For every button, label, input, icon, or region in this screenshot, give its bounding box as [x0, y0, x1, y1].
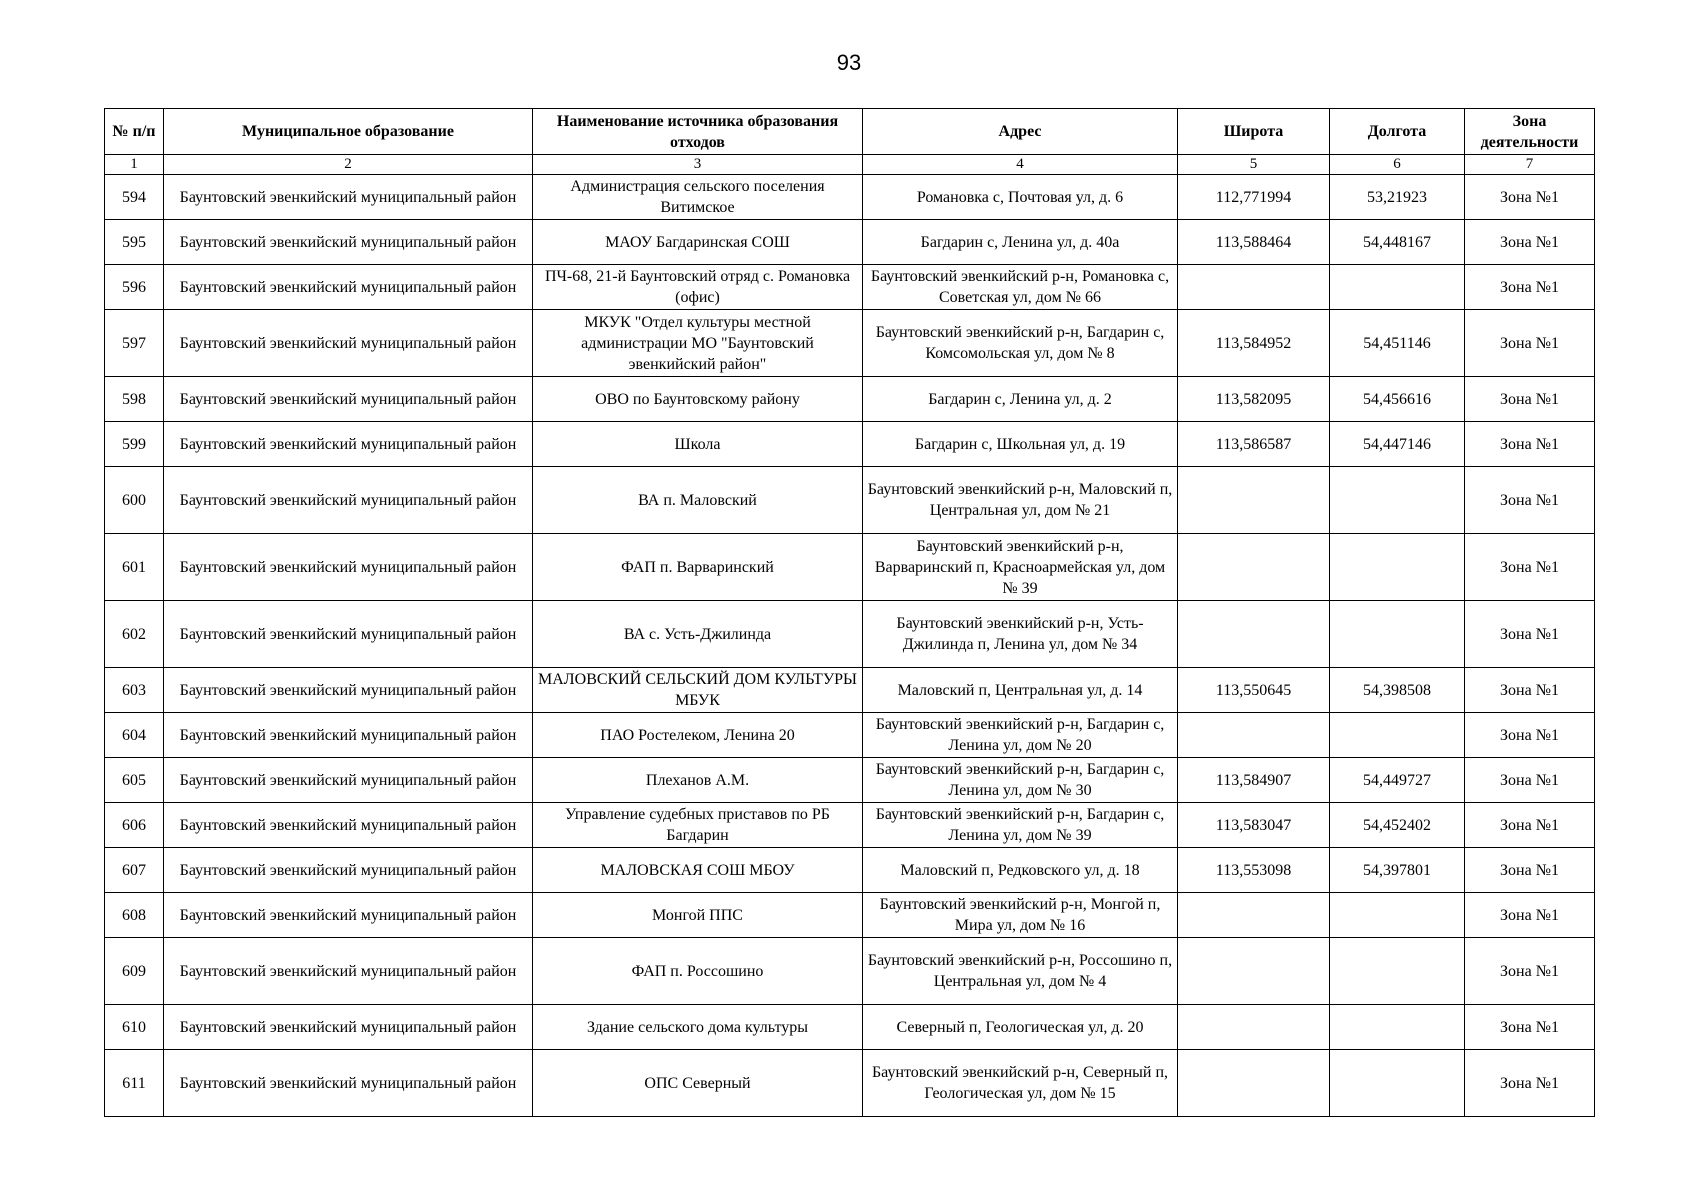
cell-latitude: 113,584907 [1178, 758, 1330, 803]
cell-municipality: Баунтовский эвенкийский муниципальный район [164, 1050, 533, 1117]
cell-zone: Зона №1 [1465, 938, 1595, 1005]
cell-number: 602 [105, 601, 164, 668]
table-row [105, 220, 1595, 265]
cell-number: 596 [105, 265, 164, 310]
cell-number: 609 [105, 938, 164, 1005]
cell-municipality: Баунтовский эвенкийский муниципальный район [164, 713, 533, 758]
cell-number: 606 [105, 803, 164, 848]
cell-longitude: 54,449727 [1330, 758, 1465, 803]
page-number: 93 [836, 50, 862, 75]
cell-municipality: Баунтовский эвенкийский муниципальный район [164, 803, 533, 848]
cell-longitude [1330, 467, 1465, 534]
cell-source: ФАП п. Россошино [533, 938, 863, 1005]
column-number: 2 [164, 155, 533, 175]
cell-source: МАОУ Багдаринская СОШ [533, 220, 863, 265]
cell-municipality: Баунтовский эвенкийский муниципальный район [164, 377, 533, 422]
cell-longitude: 54,451146 [1330, 310, 1465, 377]
cell-municipality: Баунтовский эвенкийский муниципальный район [164, 265, 533, 310]
cell-longitude [1330, 1005, 1465, 1050]
cell-municipality: Баунтовский эвенкийский муниципальный район [164, 758, 533, 803]
cell-zone: Зона №1 [1465, 220, 1595, 265]
table-row [105, 848, 1595, 893]
cell-municipality: Баунтовский эвенкийский муниципальный район [164, 175, 533, 220]
cell-address: Баунтовский эвенкийский р-н, Северный п, Геологическая ул, дом № 15 [863, 1050, 1178, 1117]
cell-municipality: Баунтовский эвенкийский муниципальный район [164, 534, 533, 601]
table-row [105, 422, 1595, 467]
cell-longitude: 54,447146 [1330, 422, 1465, 467]
cell-latitude [1178, 601, 1330, 668]
cell-source: ВА с. Усть-Джилинда [533, 601, 863, 668]
cell-address: Багдарин с, Ленина ул, д. 40а [863, 220, 1178, 265]
cell-latitude [1178, 265, 1330, 310]
table-row [105, 1050, 1595, 1117]
cell-latitude [1178, 893, 1330, 938]
cell-longitude [1330, 265, 1465, 310]
cell-zone: Зона №1 [1465, 1050, 1595, 1117]
cell-latitude: 113,588464 [1178, 220, 1330, 265]
cell-address: Маловский п, Центральная ул, д. 14 [863, 668, 1178, 713]
column-number: 4 [863, 155, 1178, 175]
cell-zone: Зона №1 [1465, 265, 1595, 310]
table-row [105, 668, 1595, 713]
cell-latitude: 113,584952 [1178, 310, 1330, 377]
cell-address: Баунтовский эвенкийский р-н, Варваринский п, Красноармейская ул, дом № 39 [863, 534, 1178, 601]
cell-zone: Зона №1 [1465, 1005, 1595, 1050]
header-municipality: Муниципальное образование [164, 109, 533, 155]
cell-zone: Зона №1 [1465, 668, 1595, 713]
header-number: № п/п [105, 109, 164, 155]
cell-source: Школа [533, 422, 863, 467]
cell-longitude [1330, 893, 1465, 938]
cell-address: Баунтовский эвенкийский р-н, Багдарин с, Ленина ул, дом № 20 [863, 713, 1178, 758]
cell-latitude [1178, 1050, 1330, 1117]
cell-address: Романовка с, Почтовая ул, д. 6 [863, 175, 1178, 220]
cell-source: ОВО по Баунтовскому району [533, 377, 863, 422]
cell-source: МКУК "Отдел культуры местной администрации МО "Баунтовский эвенкийский район" [533, 310, 863, 377]
cell-municipality: Баунтовский эвенкийский муниципальный район [164, 938, 533, 1005]
cell-number: 605 [105, 758, 164, 803]
column-number: 5 [1178, 155, 1330, 175]
cell-source: Плеханов А.М. [533, 758, 863, 803]
cell-longitude: 54,398508 [1330, 668, 1465, 713]
column-number: 6 [1330, 155, 1465, 175]
cell-latitude: 113,583047 [1178, 803, 1330, 848]
cell-latitude [1178, 938, 1330, 1005]
cell-longitude [1330, 938, 1465, 1005]
cell-number: 608 [105, 893, 164, 938]
cell-address: Баунтовский эвенкийский р-н, Багдарин с, Комсомольская ул, дом № 8 [863, 310, 1178, 377]
cell-zone: Зона №1 [1465, 848, 1595, 893]
cell-longitude: 54,456616 [1330, 377, 1465, 422]
cell-address: Баунтовский эвенкийский р-н, Россошино п, Центральная ул, дом № 4 [863, 938, 1178, 1005]
cell-municipality: Баунтовский эвенкийский муниципальный район [164, 220, 533, 265]
cell-number: 601 [105, 534, 164, 601]
cell-number: 598 [105, 377, 164, 422]
cell-latitude [1178, 534, 1330, 601]
column-number: 3 [533, 155, 863, 175]
cell-latitude [1178, 1005, 1330, 1050]
table-row [105, 377, 1595, 422]
cell-longitude: 54,397801 [1330, 848, 1465, 893]
cell-address: Баунтовский эвенкийский р-н, Багдарин с, Ленина ул, дом № 39 [863, 803, 1178, 848]
cell-source: Администрация сельского поселения Витимское [533, 175, 863, 220]
cell-number: 604 [105, 713, 164, 758]
table-header-row [105, 109, 1595, 155]
cell-number: 607 [105, 848, 164, 893]
cell-longitude: 54,448167 [1330, 220, 1465, 265]
cell-latitude: 113,553098 [1178, 848, 1330, 893]
column-number: 7 [1465, 155, 1595, 175]
table-row [105, 713, 1595, 758]
cell-source: МАЛОВСКАЯ СОШ МБОУ [533, 848, 863, 893]
cell-number: 597 [105, 310, 164, 377]
cell-municipality: Баунтовский эвенкийский муниципальный район [164, 848, 533, 893]
cell-longitude: 53,21923 [1330, 175, 1465, 220]
cell-zone: Зона №1 [1465, 422, 1595, 467]
cell-source: ПЧ-68, 21-й Баунтовский отряд с. Романовка (офис) [533, 265, 863, 310]
cell-zone: Зона №1 [1465, 377, 1595, 422]
cell-source: Монгой ППС [533, 893, 863, 938]
cell-number: 599 [105, 422, 164, 467]
header-zone: Зона деятельности [1465, 109, 1595, 155]
cell-longitude: 54,452402 [1330, 803, 1465, 848]
table-row [105, 467, 1595, 534]
table-row [105, 534, 1595, 601]
cell-latitude: 113,586587 [1178, 422, 1330, 467]
cell-address: Баунтовский эвенкийский р-н, Багдарин с, Ленина ул, дом № 30 [863, 758, 1178, 803]
cell-source: ПАО Ростелеком, Ленина 20 [533, 713, 863, 758]
table-row [105, 938, 1595, 1005]
table-row [105, 601, 1595, 668]
table-row [105, 265, 1595, 310]
header-latitude: Широта [1178, 109, 1330, 155]
cell-latitude: 112,771994 [1178, 175, 1330, 220]
cell-zone: Зона №1 [1465, 534, 1595, 601]
cell-number: 610 [105, 1005, 164, 1050]
cell-source: МАЛОВСКИЙ СЕЛЬСКИЙ ДОМ КУЛЬТУРЫ МБУК [533, 668, 863, 713]
cell-zone: Зона №1 [1465, 893, 1595, 938]
cell-zone: Зона №1 [1465, 803, 1595, 848]
cell-municipality: Баунтовский эвенкийский муниципальный район [164, 601, 533, 668]
waste-sources-table [104, 108, 1595, 1117]
cell-longitude [1330, 534, 1465, 601]
table-row [105, 310, 1595, 377]
cell-latitude [1178, 467, 1330, 534]
cell-number: 603 [105, 668, 164, 713]
column-numbers-row [105, 155, 1595, 175]
header-longitude: Долгота [1330, 109, 1465, 155]
table-row [105, 803, 1595, 848]
cell-address: Северный п, Геологическая ул, д. 20 [863, 1005, 1178, 1050]
cell-longitude [1330, 713, 1465, 758]
cell-municipality: Баунтовский эвенкийский муниципальный район [164, 310, 533, 377]
cell-number: 595 [105, 220, 164, 265]
cell-number: 611 [105, 1050, 164, 1117]
cell-address: Багдарин с, Ленина ул, д. 2 [863, 377, 1178, 422]
cell-zone: Зона №1 [1465, 601, 1595, 668]
cell-address: Маловский п, Редковского ул, д. 18 [863, 848, 1178, 893]
cell-address: Баунтовский эвенкийский р-н, Маловский п, Центральная ул, дом № 21 [863, 467, 1178, 534]
cell-number: 594 [105, 175, 164, 220]
header-address: Адрес [863, 109, 1178, 155]
header-source: Наименование источника образования отходов [533, 109, 863, 155]
cell-source: ОПС Северный [533, 1050, 863, 1117]
cell-address: Баунтовский эвенкийский р-н, Романовка с, Советская ул, дом № 66 [863, 265, 1178, 310]
cell-number: 600 [105, 467, 164, 534]
cell-municipality: Баунтовский эвенкийский муниципальный район [164, 467, 533, 534]
column-number: 1 [105, 155, 164, 175]
cell-longitude [1330, 1050, 1465, 1117]
cell-latitude: 113,582095 [1178, 377, 1330, 422]
cell-source: ВА п. Маловский [533, 467, 863, 534]
table-row [105, 1005, 1595, 1050]
cell-source: Здание сельского дома культуры [533, 1005, 863, 1050]
cell-latitude [1178, 713, 1330, 758]
cell-source: Управление судебных приставов по РБ Багдарин [533, 803, 863, 848]
cell-zone: Зона №1 [1465, 758, 1595, 803]
table-row [105, 175, 1595, 220]
cell-longitude [1330, 601, 1465, 668]
cell-address: Баунтовский эвенкийский р-н, Монгой п, Мира ул, дом № 16 [863, 893, 1178, 938]
cell-latitude: 113,550645 [1178, 668, 1330, 713]
cell-zone: Зона №1 [1465, 175, 1595, 220]
cell-municipality: Баунтовский эвенкийский муниципальный район [164, 668, 533, 713]
cell-source: ФАП п. Варваринский [533, 534, 863, 601]
cell-municipality: Баунтовский эвенкийский муниципальный район [164, 422, 533, 467]
cell-municipality: Баунтовский эвенкийский муниципальный район [164, 893, 533, 938]
cell-municipality: Баунтовский эвенкийский муниципальный район [164, 1005, 533, 1050]
cell-address: Баунтовский эвенкийский р-н, Усть-Джилинда п, Ленина ул, дом № 34 [863, 601, 1178, 668]
table-row [105, 758, 1595, 803]
cell-zone: Зона №1 [1465, 713, 1595, 758]
cell-zone: Зона №1 [1465, 467, 1595, 534]
table-row [105, 893, 1595, 938]
cell-zone: Зона №1 [1465, 310, 1595, 377]
cell-address: Багдарин с, Школьная ул, д. 19 [863, 422, 1178, 467]
